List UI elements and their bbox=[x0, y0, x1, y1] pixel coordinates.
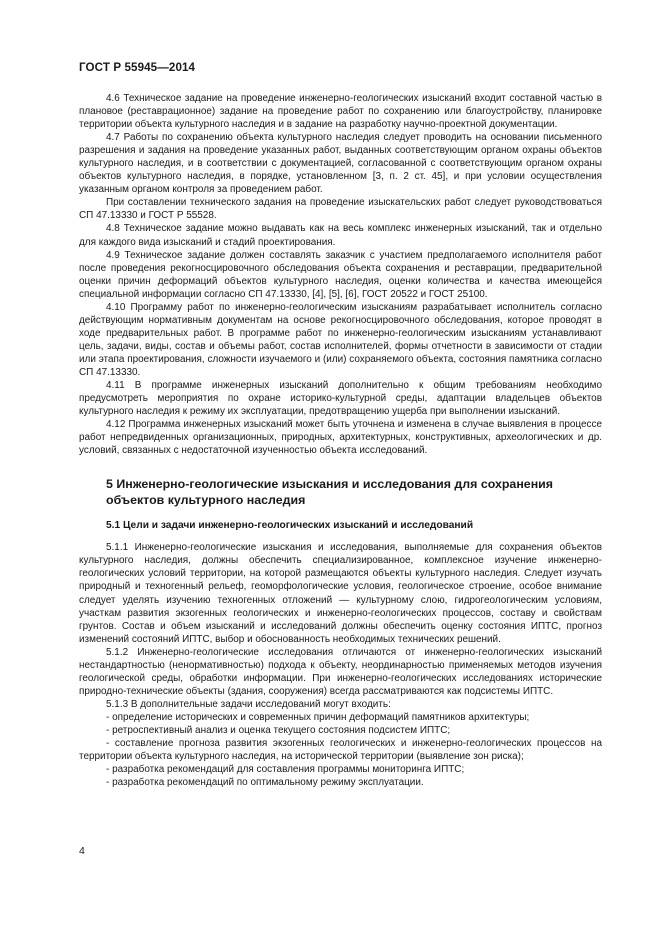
paragraph-4-12: 4.12 Программа инженерных изысканий может быть уточнена и изменена в случае выявления в процессе работ непредвиденных организационных, природных, архитектурных, конструктивных, археологических и др. условий, связанных с недостаточной изученностью объекта исследований. bbox=[79, 419, 602, 457]
section-5-heading: 5 Инженерно-геологические изыскания и исследования для сохранения объектов культурного наследия bbox=[106, 477, 554, 507]
document-header: ГОСТ Р 55945—2014 bbox=[79, 61, 196, 74]
paragraph-4-7-continued: При составлении технического задания на проведение изыскательских работ следует руководствоваться СП 47.13330 и ГОСТ Р 55528. bbox=[79, 197, 602, 222]
paragraph-4-7: 4.7 Работы по сохранению объекта культурного наследия следует проводить на основании письменного разрешения и задания на проведение указанных работ, выданных соответствующим органом охраны объектов культурного наследия, и в соответствии с документацией, согласованной с соответствующим органом охраны объектов культурного наследия, в порядке, установленном [3, п. 2 ст. 45], и при условии осуществления указанным органом контроля за проведением работ. bbox=[79, 132, 602, 196]
paragraph-5-1-2: 5.1.2 Инженерно-геологические исследования отличаются от инженерно-геологических изысканий нестандартностью (ненормативностью) подхода к объекту, неординарностью применяемых методов изучения геологической среды, обработки информации. При инженерно-геологических исследованиях исторические природно-технические объекты (здания, сооружения) всегда рассматриваются как подсистемы ИПТС. bbox=[79, 646, 602, 697]
page-number: 4 bbox=[79, 845, 85, 857]
paragraph-4-10: 4.10 Программу работ по инженерно-геологическим изысканиям разрабатывает исполнитель согласно действующим нормативным документам на основе рекогносцировочного обследования, которое проводят в ходе предварительных работ. В программе работ по инженерно-геологическим изысканиям устанавливают цель, задачи, виды, состав и объемы работ, состав исполнителей, формы отчетности в зависимости от стадии или этапа проектирования, сложности изучаемого и (или) сохраняемого объекта, состояния памятника согласно СП 47.13330. bbox=[79, 301, 602, 378]
paragraph-4-9: 4.9 Техническое задание должен составлять заказчик с участием предполагаемого исполнителя работ после проведения рекогносцировочного обследования объекта сохранения и реставрации, предварительной оценки причин деформаций объектов культурного наследия, оценки количества и качества имеющейся специальной информации согласно СП 47.13330, [4], [5], [6], ГОСТ 20522 и ГОСТ 25100. bbox=[79, 249, 602, 300]
list-item: - разработка рекомендаций для составления программы мониторинга ИПТС; bbox=[106, 764, 465, 776]
list-item: - составление прогноза развития экзогенных геологических и инженерно-геологических процессов на территории объекта культурного наследия, на исторической территории (выявление зон риска); bbox=[79, 738, 602, 763]
list-item: - ретроспективный анализ и оценка текущего состояния подсистем ИПТС; bbox=[106, 724, 451, 736]
list-item: - разработка рекомендаций по оптимальному режиму эксплуатации. bbox=[106, 777, 424, 789]
document-body bbox=[79, 92, 602, 789]
subsection-5-1-heading: 5.1 Цели и задачи инженерно-геологических изысканий и исследований bbox=[106, 520, 474, 532]
list-item: - определение исторических и современных причин деформаций памятников архитектуры; bbox=[106, 711, 530, 723]
paragraph-5-1-3: 5.1.3 В дополнительные задачи исследований могут входить: bbox=[106, 698, 391, 710]
paragraph-4-11: 4.11 В программе инженерных изысканий дополнительно к общим требованиям необходимо предусмотреть мероприятия по охране историко-культурной среды, адаптации владельцев объектов культурного наследия к режиму их эксплуатации, предотвращению ущерба при выполнении изысканий. bbox=[79, 380, 602, 418]
paragraph-5-1-1: 5.1.1 Инженерно-геологические изыскания и исследования, выполняемые для сохранения объектов культурного наследия, должны обеспечить специализированное, комплексное изучение инженерно-геологических условий территории, на которой размещаются объекты культурного наследия. Следует изучать природный и техногенный рельеф, геоморфологические условия, геологическое строение, особое внимание следует уделять изучению техногенных отложений — культурному слою, гидрогеологическим условиям, участкам развития экзогенных геологических и инженерно-геологических процессов, составу и свойствам грунтов. Состав и объем изысканий и исследований должны обеспечить оценку состояния ИПТС, прогноз изменений состояний ИПТС, выбор и обоснованность необходимых технических решений. bbox=[79, 542, 602, 645]
paragraph-4-6: 4.6 Техническое задание на проведение инженерно-геологических изысканий входит составной частью в плановое (реставрационное) задание на проведение работ по сохранению или благоустройству, планировке территории объекта культурного наследия и в задание на разработку научно-проектной документации. bbox=[79, 93, 602, 131]
additional-tasks-list bbox=[79, 711, 602, 789]
paragraph-4-8: 4.8 Техническое задание можно выдавать как на весь комплекс инженерных изысканий, так и отдельно для каждого вида изысканий и стадий проектирования. bbox=[79, 223, 602, 248]
